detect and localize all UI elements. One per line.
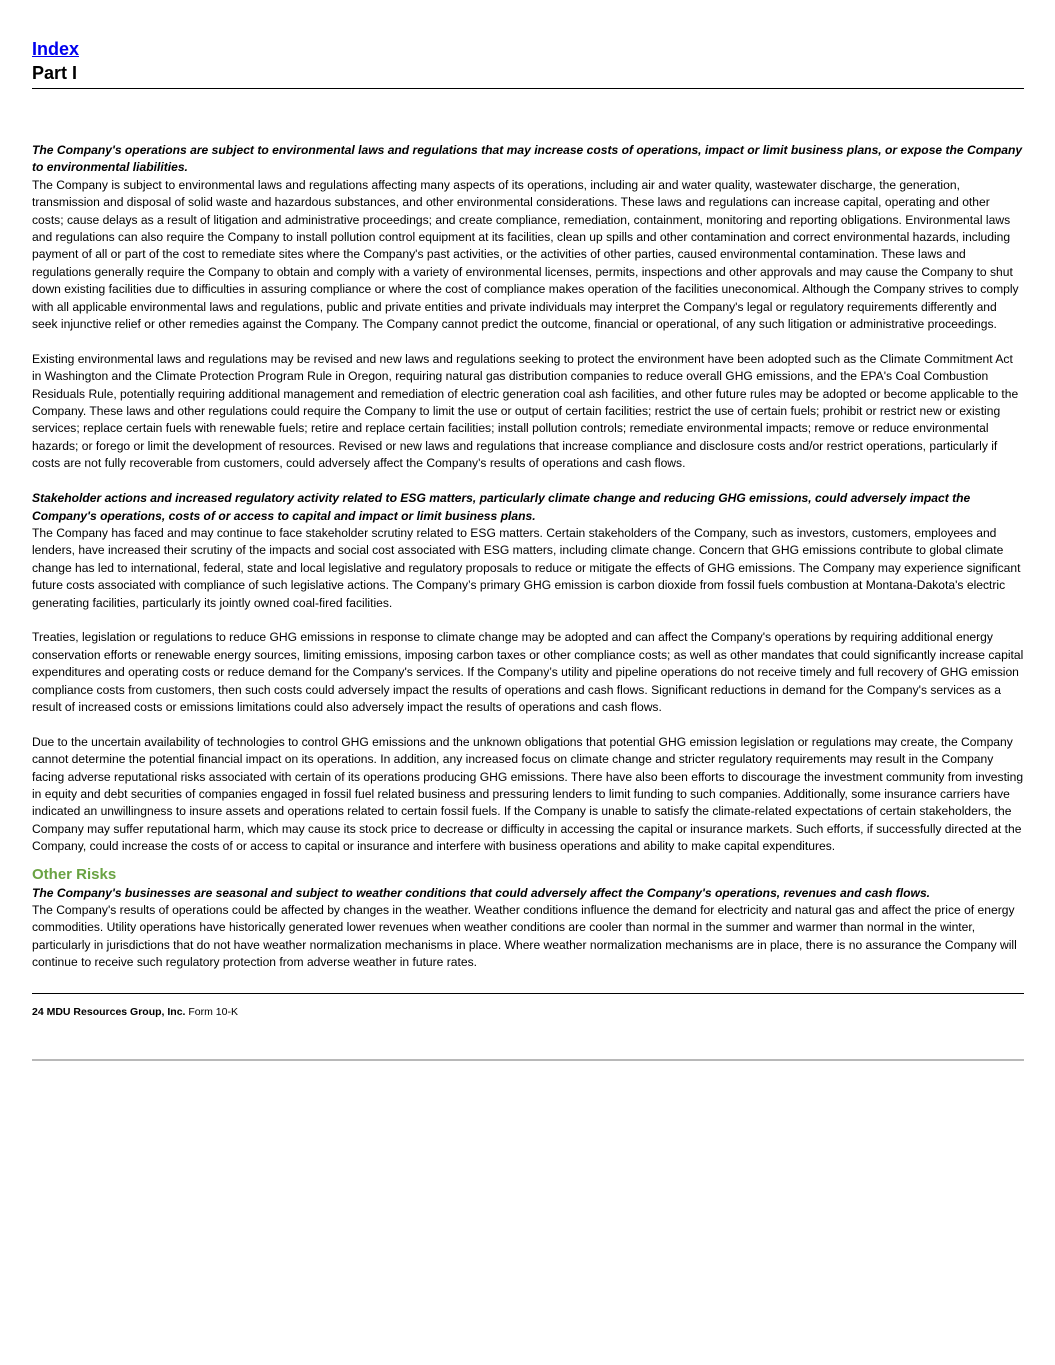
paragraph: The Company's results of operations could be affected by changes in the weather. Weather conditions influence the demand for electricity and natural gas and affect the price of energy commodities. Utility operations have historically generated lower revenues when weather conditions are cooler than normal in the summer and warmer than normal in the winter, particularly in jurisdictions that do not have weather normalization mechanisms in place. Where weather normalization mechanisms are in place, there is no assurance the Company will continue to receive such regulatory protection from adverse weather in future rates.	[32, 903, 1017, 970]
paragraph-spacer	[32, 473, 1024, 490]
paragraph: Due to the uncertain availability of technologies to control GHG emissions and the unknown obligations that potential GHG emission legislation or regulations may create, the Company cannot determine the potential financial impact on its operations. In addition, any increased focus on climate change and stricter regulatory requirements may result in the Company facing adverse reputational risks associated with certain of its operations producing GHG emissions. There have also been efforts to discourage the investment community from investing in equity and debt securities of companies engaged in fossil fuel related business and pressuring lenders to limit funding to such companies. Additionally, some insurance carriers have indicated an unwillingness to insure assets and operations related to certain fossil fuels. If the Company is unable to satisfy the climate-related expectations of certain stakeholders, the Company may suffer reputational harm, which may cause its stock price to decrease or difficulty in accessing the capital or insurance markets. Such efforts, if successfully directed at the Company, could increase the costs of or access to capital or insurance and interfere with business operations and ability to make capital expenditures.	[32, 734, 1024, 854]
paragraph-spacer	[32, 333, 1024, 350]
footer-page-company: 24 MDU Resources Group, Inc.	[32, 1005, 186, 1018]
section-title-other-risks: Other Risks	[32, 865, 117, 883]
header-divider	[32, 88, 1024, 89]
document-page	[32, 38, 1024, 1061]
part-title: Part I	[32, 63, 78, 83]
risk-heading-weather: The Company's businesses are seasonal and subject to weather conditions that could adversely affect the Company's operations, revenues and cash flows.	[32, 885, 931, 900]
footer-divider	[32, 993, 1024, 994]
risk-heading-environmental: The Company's operations are subject to environmental laws and regulations that may increase costs of operations, impact or limit business plans, or expose the Company to environmental liabilities.	[32, 143, 1023, 175]
index-link[interactable]: Index	[32, 39, 80, 59]
paragraph-spacer	[32, 612, 1024, 629]
page-footer	[32, 1005, 1024, 1019]
page-break-rule	[32, 1059, 1024, 1061]
document-body	[32, 142, 1024, 972]
risk-heading-esg: Stakeholder actions and increased regulatory activity related to ESG matters, particularly climate change and reducing GHG emissions, could adversely impact the Company's operations, costs of or access to capital and impact or limit business plans.	[32, 491, 971, 523]
paragraph-spacer	[32, 716, 1024, 733]
paragraph: The Company has faced and may continue to face stakeholder scrutiny related to ESG matters. Certain stakeholders of the Company, such as investors, customers, employees and lenders, have increased their scrutiny of the impacts and social cost associated with ESG matters, including climate change. Concern that GHG emissions contribute to global climate change has led to international, federal, state and local legislative and regulatory proposals to reduce or mitigate the effects of GHG emissions. The Company may experience significant future costs associated with compliance of such legislative actions. The Company’s primary GHG emission is carbon dioxide from fossil fuels combustion at Montana-Dakota's electric generating facilities, particularly its jointly owned coal-fired facilities.	[32, 525, 1021, 610]
footer-form: Form 10-K	[188, 1005, 238, 1018]
paragraph: Treaties, legislation or regulations to reduce GHG emissions in response to climate change may be adopted and can affect the Company's operations by requiring additional energy conservation efforts or renewable energy sources, limiting emissions, imposing carbon taxes or other compliance costs; as well as other mandates that could significantly increase capital expenditures and operating costs or reduce demand for the Company's services. If the Company’s utility and pipeline operations do not receive timely and full recovery of GHG emission compliance costs from customers, then such costs could adversely impact the results of operations and cash flows. Significant reductions in demand for the Company's services as a result of increased costs or emissions limitations could also adversely impact the results of operations and cash flows.	[32, 630, 1024, 714]
paragraph: The Company is subject to environmental laws and regulations affecting many aspects of its operations, including air and water quality, wastewater discharge, the generation, transmission and disposal of solid waste and hazardous substances, and other environmental considerations. These laws and regulations can increase capital, operating and other costs; cause delays as a result of litigation and administrative proceedings; and create compliance, remediation, containment, monitoring and reporting obligations. Environmental laws and regulations can also require the Company to install pollution control equipment at its facilities, clean up spills and other contamination and correct environmental hazards, including payment of all or part of the cost to remediate sites where the Company's past activities, or the activities of other parties, caused environmental contamination. These laws and regulations generally require the Company to obtain and comply with a variety of environmental licenses, permits, inspections and other approvals and may cause the Company to shut down existing facilities due to difficulties in assuring compliance or where the cost of compliance makes operation of the facilities uneconomical. Although the Company strives to comply with all applicable environmental laws and regulations, public and private entities and private individuals may interpret the Company's legal or regulatory requirements differently and seek injunctive relief or other remedies against the Company. The Company cannot predict the outcome, financial or operational, of any such litigation or administrative proceedings.	[32, 177, 1019, 332]
paragraph: Existing environmental laws and regulations may be revised and new laws and regulations seeking to protect the environment have been adopted such as the Climate Commitment Act in Washington and the Climate Protection Program Rule in Oregon, requiring natural gas distribution companies to reduce overall GHG emissions, and the EPA's Coal Combustion Residuals Rule, potentially requiring additional management and remediation of electric generation coal ash facilities, and other future rules may be adopted or become applicable to the Company. These laws and other regulations could require the Company to limit the use or output of certain facilities; restrict the use of certain fuels; prohibit or restrict new or existing services; replace certain fuels with renewable fuels; retire and replace certain facilities; install pollution controls; remediate environmental impacts; remove or reduce environmental hazards; or forego or limit the development of resources. Revised or new laws and regulations that increase compliance and disclosure costs and/or restrict operations, particularly if costs are not fully recoverable from customers, could adversely affect the Company's results of operations and cash flows.	[32, 351, 1019, 471]
